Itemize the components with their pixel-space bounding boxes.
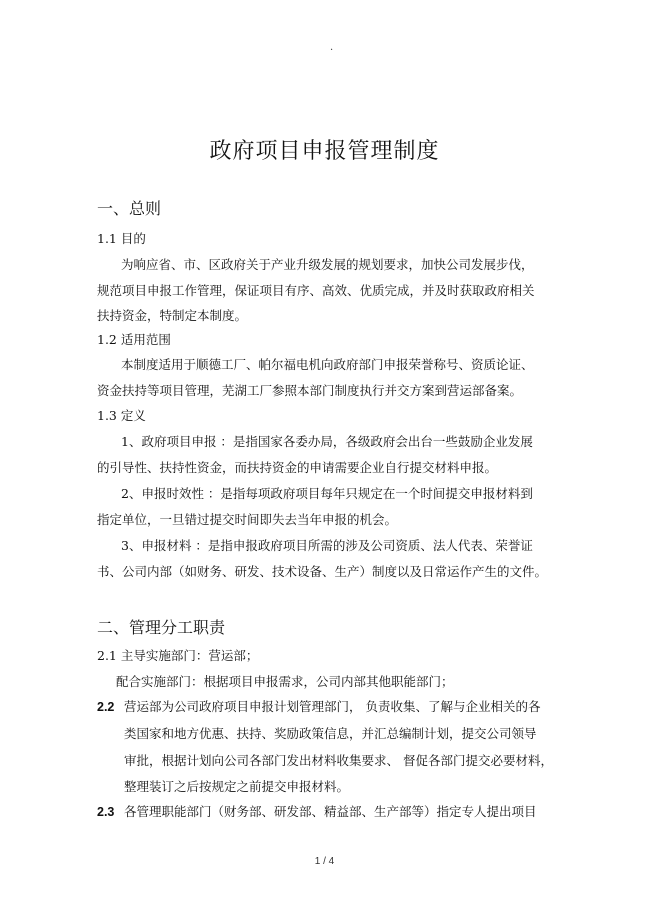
page-title: 政府项目申报管理制度	[209, 139, 440, 164]
definition-line: 2、申报时效性 ：是指每项政府项目每年只规定在一个时间提交申报材料到	[121, 486, 533, 501]
header-mark: ·	[330, 45, 334, 56]
definition-line: 书、公司内部（如财务、研发、技术设备、生产）制度以及日常运作产生的文件。	[97, 564, 548, 579]
paragraph-line: 营运部为公司政府项目申报计划管理部门， 负责收集、了解与企业相关的各	[124, 699, 541, 714]
subsection-heading-lead-dept: 2.1 主导实施部门：营运部；	[97, 648, 259, 663]
section-heading-responsibilities: 二、管理分工职责	[97, 618, 226, 637]
definition-line: 的引导性、扶持性资金，而扶持资金的申请需要企业自行提交材料申报。	[97, 460, 498, 475]
paragraph-line: 各管理职能部门（财务部、研发部、精益部、生产部等）指定专人提出项目	[124, 804, 537, 819]
paragraph-line: 资金扶持等项目管理，芜湖工厂参照本部门制度执行并交方案到营运部备案。	[97, 383, 523, 398]
page-number: 1 / 4	[314, 856, 335, 867]
definition-line: 3、申报材料 ：是指申报政府项目所需的涉及公司资质、法人代表、荣誉证	[121, 538, 533, 553]
paragraph-line: 类国家和地方优惠、扶持、奖励政策信息，并汇总编制计划，提交公司领导	[124, 726, 537, 741]
paragraph-line: 审批，根据计划向公司各部门发出材料收集要求、 督促各部门提交必要材料，	[124, 753, 553, 768]
subsection-heading-purpose: 1.1 目的	[97, 231, 146, 246]
paragraph-line: 规范项目申报工作管理，保证项目有序、高效、优质完成，并及时获取政府相关	[97, 283, 535, 298]
definition-line: 指定单位，一旦错过提交时间即失去当年申报的机会。	[97, 512, 398, 527]
section-heading-general: 一、总则	[97, 199, 162, 218]
paragraph-line: 本制度适用于顺德工厂、帕尔福电机向政府部门申报荣誉称号、资质论证、	[121, 357, 534, 372]
clause-number: 2.3	[97, 805, 115, 819]
clause-number: 2.2	[97, 700, 115, 714]
paragraph-line: 整理装订之后按规定之前提交申报材料。	[124, 779, 350, 794]
definition-line: 1、政府项目申报 ：是指国家各委办局，各级政府会出台一些鼓励企业发展	[121, 434, 533, 449]
paragraph-line: 扶持资金，特制定本制度。	[97, 308, 248, 323]
subsection-heading-definitions: 1.3 定义	[97, 408, 146, 423]
subsection-heading-scope: 1.2 适用范围	[97, 332, 171, 347]
paragraph-line: 配合实施部门：根据项目申报需求，公司内部其他职能部门；	[116, 674, 454, 689]
paragraph-line: 为响应省、市、区政府关于产业升级发展的规划要求，加快公司发展步伐，	[121, 257, 534, 272]
